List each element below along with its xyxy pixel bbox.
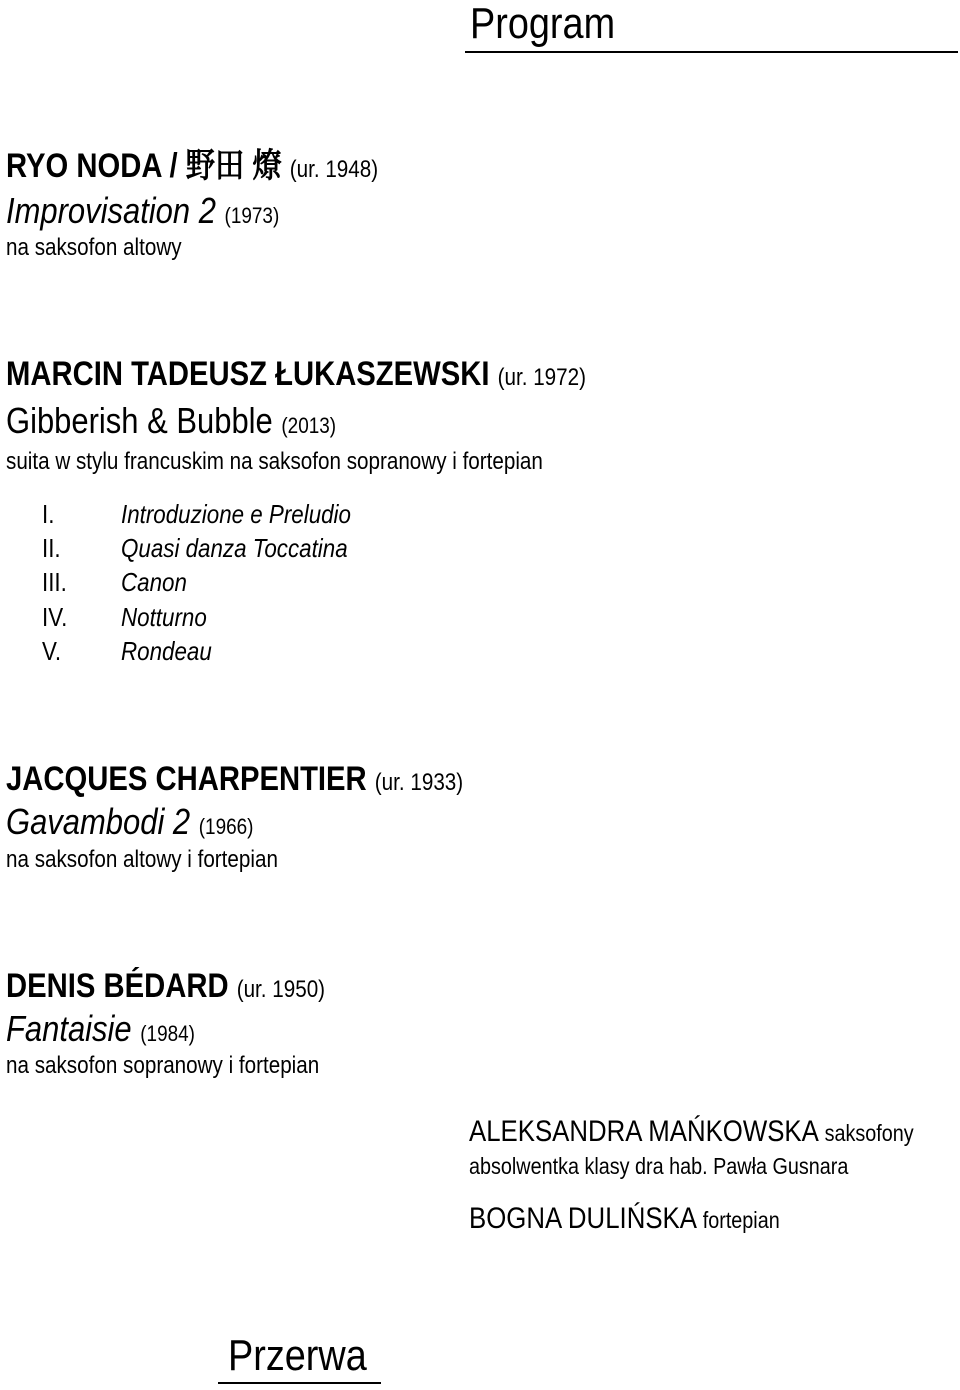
piece-year: (2013)	[281, 413, 337, 438]
intermission-underline	[218, 1382, 381, 1384]
piece-instrumentation: na saksofon altowy i fortepian	[6, 846, 278, 873]
composer-name: JACQUES CHARPENTIER (ur. 1933)	[6, 760, 464, 798]
page-title: Program	[470, 0, 616, 48]
performer-note: absolwentka klasy dra hab. Pawła Gusnara	[469, 1153, 849, 1179]
performer-role: saksofony	[824, 1120, 914, 1146]
intermission-title: Przerwa	[228, 1331, 367, 1380]
movement-title: Notturno	[121, 602, 207, 632]
movement-number: I.	[42, 499, 55, 529]
piece-year: (1984)	[140, 1021, 195, 1046]
performer-name: ALEKSANDRA MAŃKOWSKA saksofony	[469, 1115, 914, 1148]
piece-title: Gavambodi 2 (1966)	[6, 801, 254, 842]
piece-instrumentation: na saksofon altowy	[6, 234, 182, 261]
composer-name: RYO NODA / 野田 燎 (ur. 1948)	[6, 147, 379, 185]
movement-title: Rondeau	[121, 636, 212, 666]
composer-name: MARCIN TADEUSZ ŁUKASZEWSKI (ur. 1972)	[6, 355, 587, 393]
piece-title: Improvisation 2 (1973)	[6, 190, 280, 231]
composer-name: DENIS BÉDARD (ur. 1950)	[6, 967, 326, 1005]
piece-title: Gibberish & Bubble (2013)	[6, 400, 337, 441]
composer-dates: (ur. 1933)	[374, 769, 464, 796]
performer-role: fortepian	[702, 1207, 780, 1233]
movement-title: Canon	[121, 567, 187, 597]
composer-dates: (ur. 1950)	[236, 976, 326, 1003]
piece-year: (1966)	[198, 814, 254, 839]
composer-dates: (ur. 1948)	[289, 156, 379, 183]
movement-number: II.	[42, 533, 61, 563]
piece-instrumentation: suita w stylu francuskim na saksofon sopranowy i fortepian	[6, 448, 543, 475]
title-underline	[465, 51, 958, 53]
piece-year: (1973)	[224, 203, 280, 228]
movement-title: Quasi danza Toccatina	[121, 533, 348, 563]
performer-name: BOGNA DULIŃSKA fortepian	[469, 1202, 780, 1235]
piece-instrumentation: na saksofon sopranowy i fortepian	[6, 1052, 320, 1079]
composer-dates: (ur. 1972)	[497, 364, 587, 391]
movement-title: Introduzione e Preludio	[121, 499, 351, 529]
piece-title: Fantaisie (1984)	[6, 1008, 195, 1049]
movement-number: III.	[42, 567, 67, 597]
movement-number: IV.	[42, 602, 68, 632]
movement-number: V.	[42, 636, 62, 666]
